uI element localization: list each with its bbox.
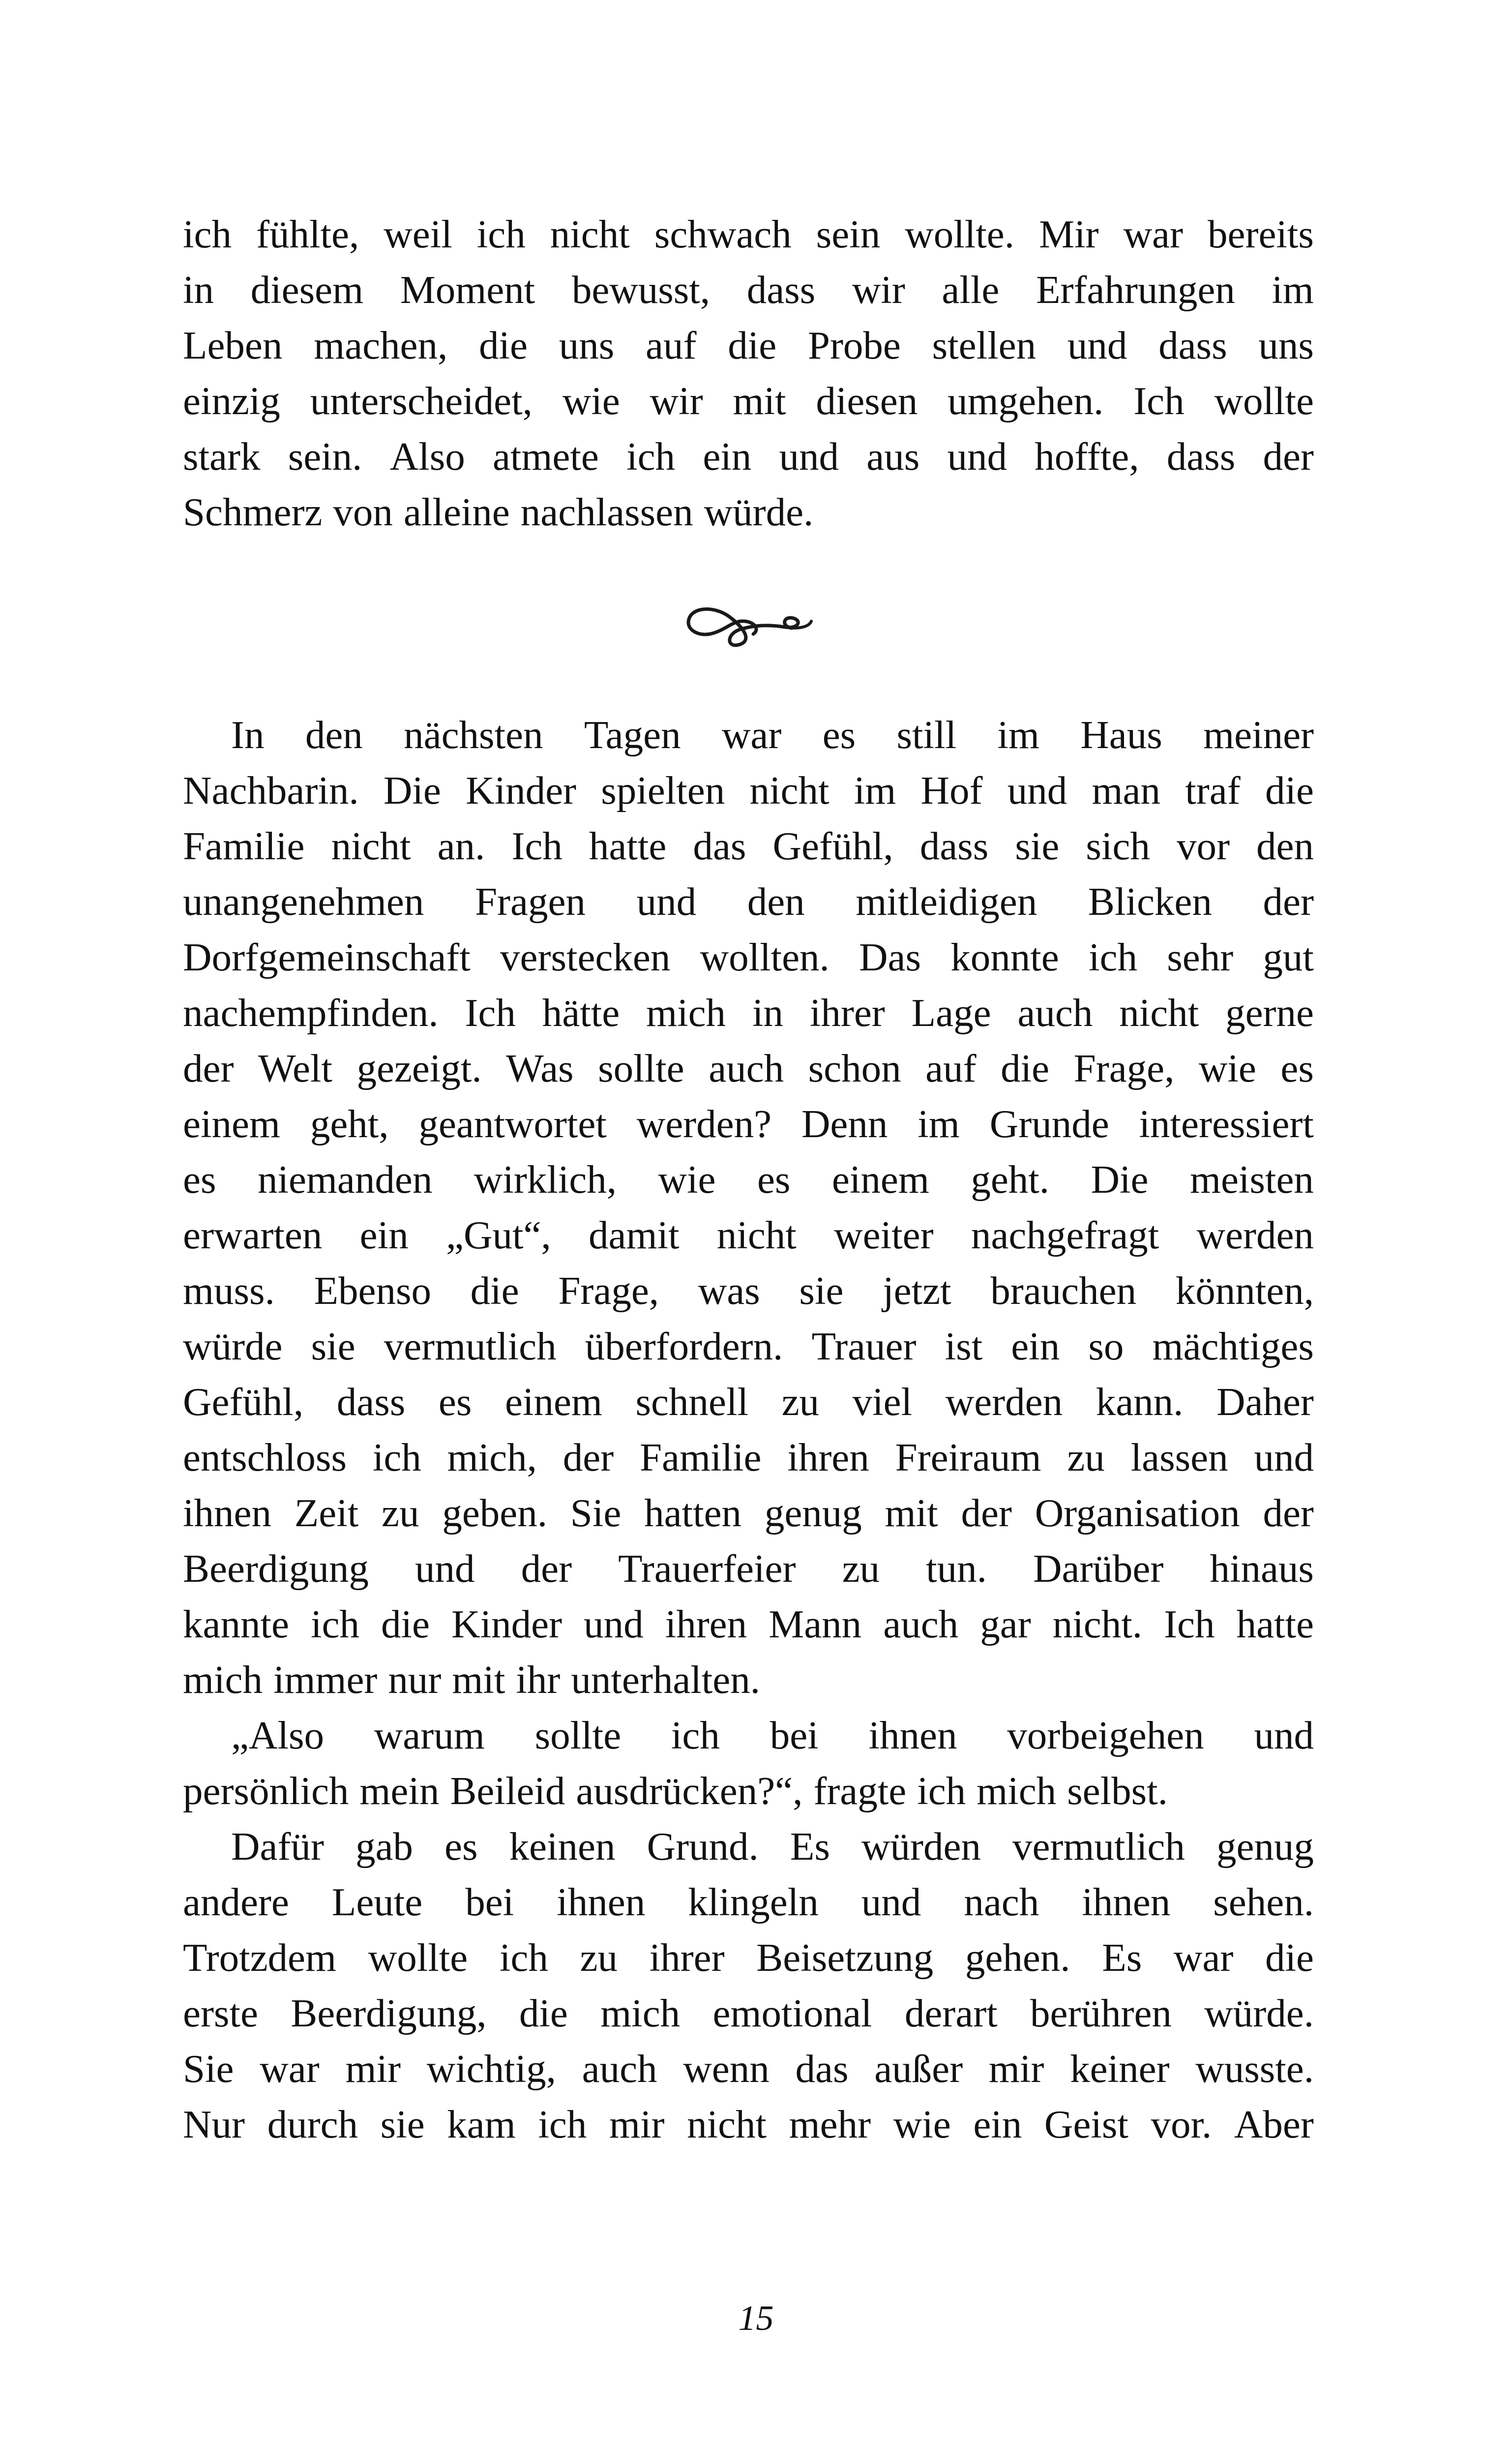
- text-line: Dorfgemeinschaft verstecken wollten. Das konnte ich sehr gut: [183, 935, 1314, 979]
- paragraph: [183, 1819, 1314, 2152]
- text-line: Sie war mir wichtig, auch wenn das außer mir keiner wusste.: [183, 2047, 1314, 2091]
- paragraph: [183, 707, 1314, 1708]
- text-line: erwarten ein „Gut“, damit nicht weiter nachgefragt werden: [183, 1213, 1314, 1257]
- text-line: stark sein. Also atmete ich ein und aus und hoffte, dass der: [183, 434, 1314, 479]
- text-line: Beerdigung und der Trauerfeier zu tun. Darüber hinaus: [183, 1546, 1314, 1591]
- text-line: Leben machen, die uns auf die Probe stellen und dass uns: [183, 323, 1314, 367]
- text-line: erste Beerdigung, die mich emotional derart berühren würde.: [183, 1991, 1314, 2035]
- text-line: ihnen Zeit zu geben. Sie hatten genug mit der Organisation der: [183, 1491, 1314, 1535]
- text-line: Nur durch sie kam ich mir nicht mehr wie ein Geist vor. Aber: [183, 2102, 1314, 2146]
- text-line: kannte ich die Kinder und ihren Mann auch gar nicht. Ich hatte: [183, 1602, 1314, 1646]
- paragraph: [183, 1708, 1314, 1819]
- text-line: Schmerz von alleine nachlassen würde.: [183, 490, 814, 534]
- text-line: Familie nicht an. Ich hatte das Gefühl, dass sie sich vor den: [183, 824, 1314, 868]
- flourish-icon: [680, 587, 817, 661]
- text-line: mich immer nur mit ihr unterhalten.: [183, 1658, 760, 1702]
- text-line: der Welt gezeigt. Was sollte auch schon auf die Frage, wie es: [183, 1046, 1314, 1090]
- text-line: entschloss ich mich, der Familie ihren Freiraum zu lassen und: [183, 1435, 1314, 1479]
- text-line: Nachbarin. Die Kinder spielten nicht im Hof und man traf die: [183, 768, 1314, 813]
- text-line: Gefühl, dass es einem schnell zu viel werden kann. Daher: [183, 1380, 1314, 1424]
- text-line: Trotzdem wollte ich zu ihrer Beisetzung gehen. Es war die: [183, 1935, 1314, 1980]
- text-line: einzig unterscheidet, wie wir mit diesen umgehen. Ich wollte: [183, 379, 1314, 423]
- page-number: 15: [738, 2298, 774, 2338]
- section-divider: [183, 540, 1314, 707]
- text-line: muss. Ebenso die Frage, was sie jetzt brauchen könnten,: [183, 1268, 1314, 1313]
- paragraph: [183, 207, 1314, 540]
- text-line: würde sie vermutlich überfordern. Trauer ist ein so mächtiges: [183, 1324, 1314, 1368]
- text-line: es niemanden wirklich, wie es einem geht. Die meisten: [183, 1157, 1314, 1202]
- page-body: [183, 207, 1314, 2152]
- text-line: ich fühlte, weil ich nicht schwach sein wollte. Mir war bereits: [183, 212, 1314, 256]
- text-line: In den nächsten Tagen war es still im Haus meiner: [231, 713, 1314, 757]
- text-line: einem geht, geantwortet werden? Denn im Grunde interessiert: [183, 1102, 1314, 1146]
- text-line: persönlich mein Beileid ausdrücken?“, fragte ich mich selbst.: [183, 1769, 1168, 1813]
- text-line: „Also warum sollte ich bei ihnen vorbeigehen und: [231, 1713, 1314, 1757]
- text-line: nachempfinden. Ich hätte mich in ihrer Lage auch nicht gerne: [183, 991, 1314, 1035]
- text-line: andere Leute bei ihnen klingeln und nach ihnen sehen.: [183, 1880, 1314, 1924]
- text-line: Dafür gab es keinen Grund. Es würden vermutlich genug: [231, 1824, 1314, 1869]
- text-line: in diesem Moment bewusst, dass wir alle Erfahrungen im: [183, 268, 1314, 312]
- text-line: unangenehmen Fragen und den mitleidigen Blicken der: [183, 879, 1314, 924]
